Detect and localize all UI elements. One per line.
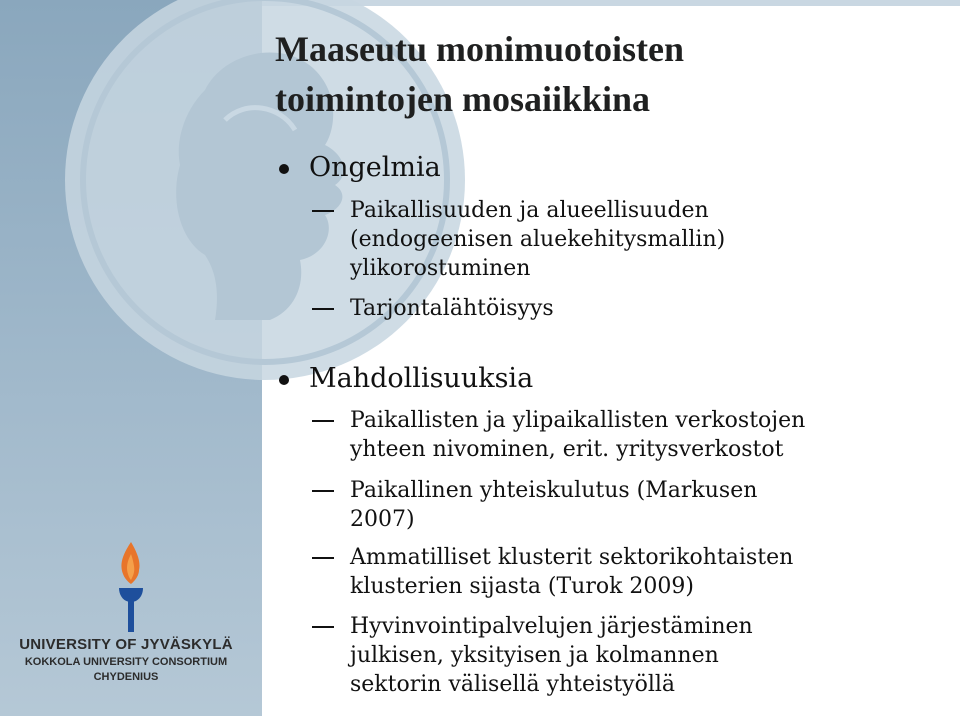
dash-icon: [312, 490, 334, 492]
dash-icon: [312, 210, 334, 212]
sub-item-text: Paikallisuuden ja alueellisuuden (endogeenisen aluekehitysmallin) ylikorostuminen: [350, 198, 726, 281]
title-line-2: toimintojen mosaiikkina: [275, 79, 651, 119]
sub-item-text: Paikallinen yhteiskulutus (Markusen 2007): [350, 478, 758, 532]
logo-line-1: UNIVERSITY OF JYVÄSKYLÄ: [19, 636, 233, 653]
dash-icon: [312, 626, 334, 628]
sub-item-text: Hyvinvointipalvelujen järjestäminen julkisen, yksityisen ja kolmannen sektorin välisellä yhteistyöllä: [350, 614, 753, 697]
logo-line-2: KOKKOLA UNIVERSITY CONSORTIUM: [24, 656, 228, 668]
title-line-1: Maaseutu monimuotoisten: [275, 29, 685, 69]
bullet-label: Ongelmia: [309, 152, 441, 183]
sub-item-text: Ammatilliset klusterit sektorikohtaisten klusterien sijasta (Turok 2009): [350, 545, 794, 599]
torch-icon: [111, 540, 151, 634]
bullet-dot-icon: [279, 375, 289, 385]
slide-title: [275, 24, 935, 124]
bullet-label: Mahdollisuuksia: [309, 363, 534, 394]
bullet-dot-icon: [279, 164, 289, 174]
dash-icon: [312, 308, 334, 310]
university-logo: [16, 540, 236, 690]
sub-item-text: Paikallisten ja ylipaikallisten verkostojen yhteen nivominen, erit. yritysverkostot: [350, 408, 806, 462]
dash-icon: [312, 420, 334, 422]
sub-item-text: Tarjontalähtöisyys: [350, 296, 554, 321]
logo-line-3: CHYDENIUS: [93, 671, 159, 683]
dash-icon: [312, 557, 334, 559]
